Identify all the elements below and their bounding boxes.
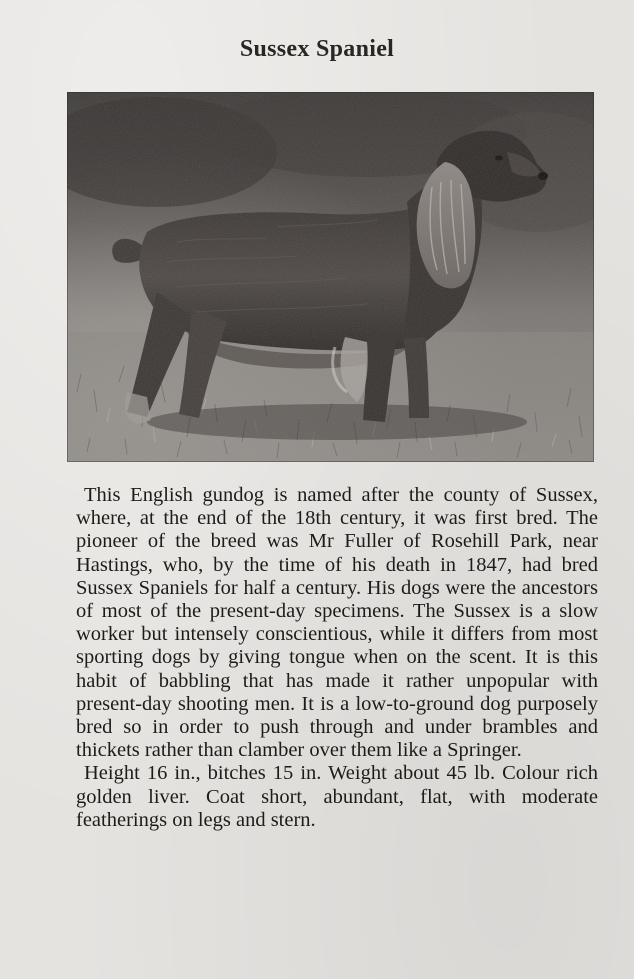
dog-photograph xyxy=(67,92,594,462)
page-title: Sussex Spaniel xyxy=(239,36,395,62)
measurements-paragraph: Height 16 in., bitches 15 in. Weight about 45 lb. Colour rich golden liver. Coat short, abundant, flat, with moderate featherings on legs and stern. xyxy=(76,762,598,831)
breed-description xyxy=(76,484,598,832)
description-paragraph: This English gundog is named after the county of Sussex, where, at the end of the 18th century, it was first bred. The pioneer of the breed was Mr Fuller of Rosehill Park, near Hastings, who, by the time of his death in 1847, had bred Sussex Spaniels for half a century. His dogs were the ancestors of most of the present-day specimens. The Sussex is a slow worker but intensely conscientious, while it differs from most sporting dogs by giving tongue when on the scent. It is this habit of babbling that has made it rather unpopular with present-day shooting men. It is a low-to-ground dog purposely bred so in order to push through and under brambles and thickets rather than clamber over them like a Springer. xyxy=(76,484,598,762)
